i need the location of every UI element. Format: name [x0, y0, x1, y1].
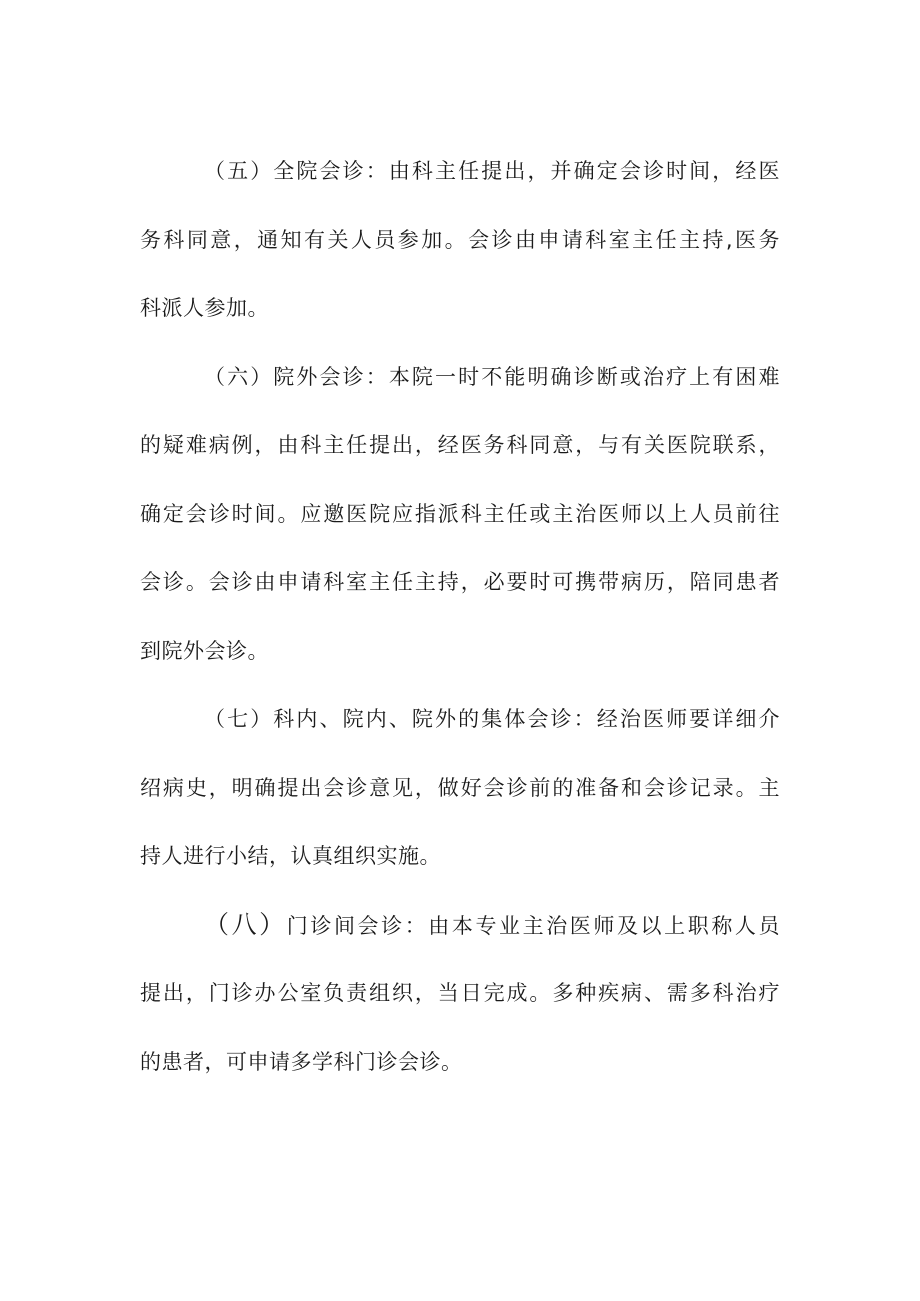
paragraph-line: 确定会诊时间。应邀医院应指派科主任或主治医师以上人员前往: [140, 501, 780, 526]
paragraph-line: 持人进行小结，认真组织实施。: [140, 844, 441, 868]
paragraph-six: [140, 350, 780, 693]
paragraph-line: 科派人参加。: [140, 296, 269, 320]
paragraph-line: 的患者，可申请多学科门诊会诊。: [140, 1049, 463, 1074]
paragraph-line: （五）全院会诊：由科主任提出，并确定会诊时间，经医: [204, 159, 780, 183]
paragraph-line: 务科同意，通知有关人员参加。会诊由申请科室主任主持,医务: [140, 227, 780, 252]
paragraph-line: （七）科内、院内、院外的集体会诊：经治医师要详细介: [204, 707, 780, 731]
document-body: [140, 144, 780, 1103]
paragraph-line: （六）院外会诊：本院一时不能明确诊断或治疗上有困难: [204, 364, 780, 389]
paragraph-marker: （八）: [204, 909, 287, 939]
paragraph-five: [140, 144, 780, 350]
paragraph-eight: [140, 898, 780, 1104]
paragraph-first-line: [140, 898, 780, 967]
paragraph-seven: [140, 692, 780, 898]
paragraph-line-text: 门诊间会诊：由本专业主治医师及以上职称人员: [286, 913, 780, 938]
paragraph-line: 到院外会诊。: [140, 638, 269, 663]
paragraph-line: 的疑难病例，由科主任提出，经医务科同意，与有关医院联系，: [140, 433, 780, 457]
paragraph-line: 绍病史，明确提出会诊意见，做好会诊前的准备和会诊记录。主: [140, 775, 780, 800]
paragraph-line: 会诊。会诊由申请科室主任主持，必要时可携带病历，陪同患者: [140, 570, 780, 594]
paragraph-line: 提出，门诊办公室负责组织，当日完成。多种疾病、需多科治疗: [140, 981, 780, 1005]
